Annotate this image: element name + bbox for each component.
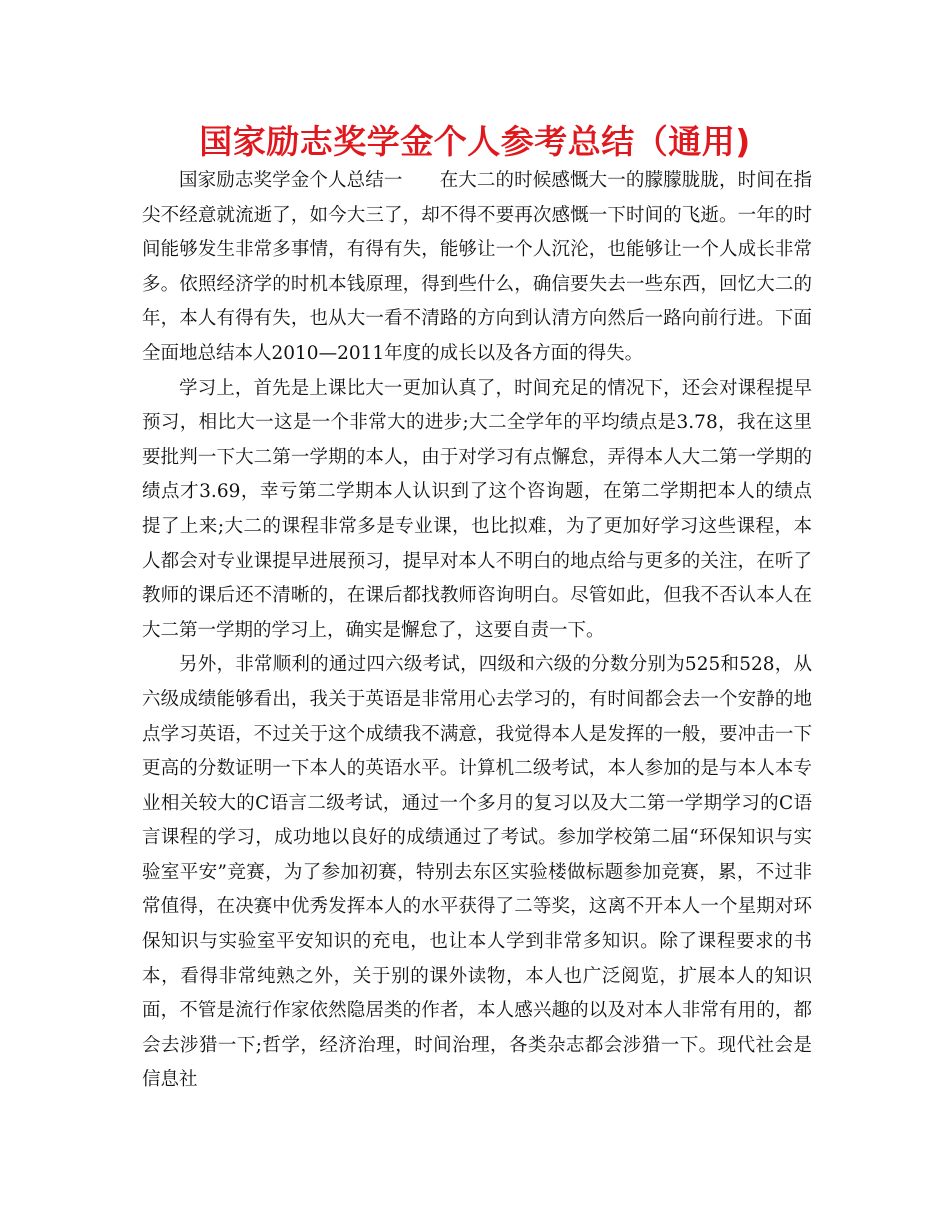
- paragraph-1: 国家励志奖学金个人总结一 在大二的时候感慨大一的朦朦胧胧，时间在指尖不经意就流逝了，如今大三了，却不得不要再次感慨一下时间的飞逝。一年的时间能够发生非常多事情，有得有失，能够让一个人沉沦，也能够让一个人成长非常多。依照经济学的时机本钱原理，得到些什么，确信要失去一些东西，回忆大二的年，本人有得有失，也从大一看不清路的方向到认清方向然后一路向前行进。下面全面地总结本人2010—2011年度的成长以及各方面的得失。: [142, 170, 812, 364]
- paragraph-2: 学习上，首先是上课比大一更加认真了，时间充足的情况下，还会对课程提早预习，相比大一这是一个非常大的进步;大二全学年的平均绩点是3.78，我在这里要批判一下大二第一学期的本人，由于对学习有点懈怠，弄得本人大二第一学期的绩点才3.69，幸亏第二学期本人认识到了这个咨询题，在第二学期把本人的绩点提了上来;大二的课程非常多是专业课，也比拟难，为了更加好学习这些课程，本人都会对专业课提早进展预习，提早对本人不明白的地点给与更多的关注，在听了教师的课后还不清晰的，在课后都找教师咨询明白。尽管如此，但我不否认本人在大二第一学期的学习上，确实是懈怠了，这要自责一下。: [142, 377, 812, 641]
- document-body: [142, 164, 812, 1098]
- document-title: 国家励志奖学金个人参考总结（通用): [199, 122, 751, 161]
- paragraph-3: 另外，非常顺利的通过四六级考试，四级和六级的分数分别为525和528，从六级成绩能够看出，我关于英语是非常用心去学习的，有时间都会去一个安静的地点学习英语，不过关于这个成绩我不满意，我觉得本人是发挥的一般，要冲击一下更高的分数证明一下本人的英语水平。计算机二级考试，本人参加的是与本人本专业相关较大的C语言二级考试，通过一个多月的复习以及大二第一学期学习的C语言课程的学习，成功地以良好的成绩通过了考试。参加学校第二届“环保知识与实验室平安”竞赛，为了参加初赛，特别去东区实验楼做标题参加竞赛，累，不过非常值得，在决赛中优秀发挥本人的水平获得了二等奖，这离不开本人一个星期对环保知识与实验室平安知识的充电，也让本人学到非常多知识。除了课程要求的书本，看得非常纯熟之外，关于别的课外读物，本人也广泛阅览，扩展本人的知识面，不管是流行作家依然隐居类的作者，本人感兴趣的以及对本人非常有用的，都会去涉猎一下;哲学，经济治理，时间治理，各类杂志都会涉猎一下。现代社会是信息社: [142, 654, 812, 1091]
